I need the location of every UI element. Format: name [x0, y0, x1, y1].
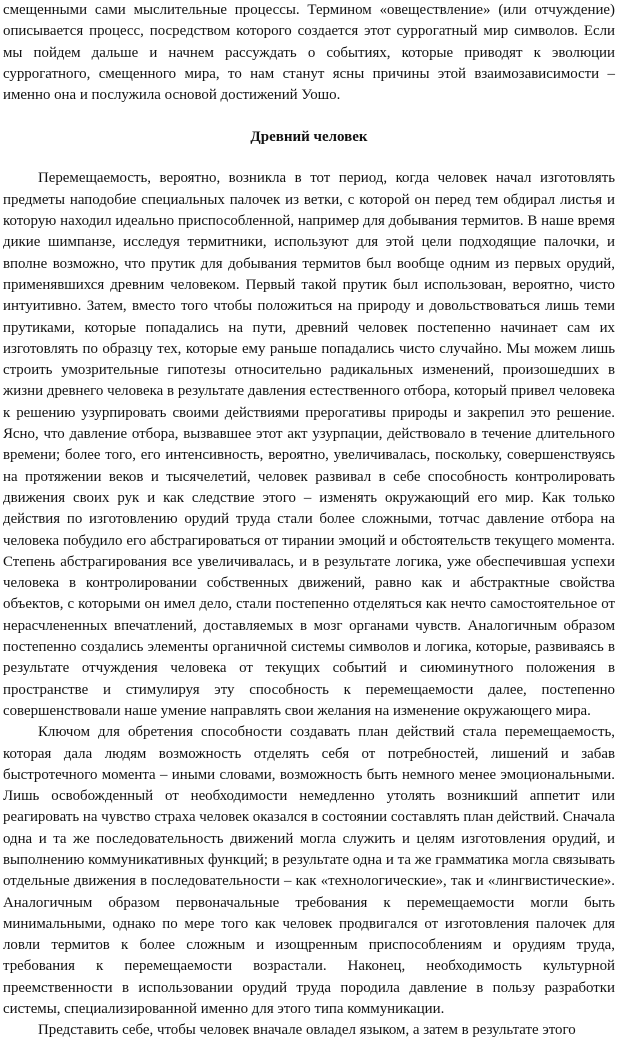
body-paragraph-1: Перемещаемость, вероятно, возникла в тот период, когда человек начал изготовлять предметы наподобие специальных палочек из ветки, с которой он перед тем обдирал листья и которую находил идеально приспособленной, например для добывания термитов. В наше время дикие шимпанзе, исследуя термитники, используют для этой цели подходящие палочки, и вполне возможно, что прутик для добывания термитов был вообще одним из первых орудий, применявшихся древним человеком. Первый такой прутик был использован, вероятно, чисто интуитивно. Затем, вместо того чтобы положиться на природу и довольствоваться лишь теми прутиками, которые попадались на пути, древний человек постепенно начинает сам их изготовлять по образцу тех, которые ему раньше попадались чисто случайно. Мы можем лишь строить умозрительные гипотезы относительно радикальных изменений, произошедших в жизни древнего человека в результате давления естественного отбора, который привел человека к решению узурпировать своими действиями прерогативы природы и закрепил это решение. Ясно, что давление отбора, вызвавшее этот акт узурпации, действовало в течение длительного времени; более того, его интенсивность, вероятно, увеличивалась, поскольку, совершенствуясь на протяжении веков и тысячелетий, человек развивал в себе способность контролировать движения своих рук и как следствие этого – изменять окружающий его мир. Как только действия по изготовлению орудий труда стали более сложными, тотчас давление отбора на человека побудило его абстрагироваться от тирании эмоций и обстоятельств текущего момента. Степень абстрагирования все увеличивалась, и в результате логика, уже обеспечившая успехи человека в контролировании собственных движений, равно как и абстрактные свойства объектов, с которыми он имел дело, стали постепенно отделяться как нечто самостоятельное от нерасчлененных впечатлений, доставляемых в мозг органами чувств. Аналогичным образом постепенно создались элементы органичной системы символов и логика, которые, развиваясь в результате отчуждения человека от текущих событий и сиюминутного положения в пространстве и стимулируя эту способность к перемещаемости далее, постепенно совершенствовали наше умение направлять свои желания на изменение окружающего мира. — [3, 170, 615, 719]
body-paragraph-3: Представить себе, чтобы человек вначале овладел языком, а затем в результате этого — [38, 1022, 576, 1039]
opening-paragraph: смещенными сами мыслительные процессы. Термином «овеществление» (или отчуждение) описывается процесс, посредством которого создается этот суррогатный мир символов. Если мы пойдем дальше и начнем рассуждать о событиях, которые приводят к эволюции суррогатного, смещенного мира, то нам станут ясны причины этой взаимозависимости – именно она и послужила основой достижений Уошо. — [3, 2, 615, 104]
section-title: Древний человек — [250, 129, 368, 146]
body-paragraph-2: Ключом для обретения способности создавать план действий стала перемещаемость, которая дала людям возможность отделять себя от потребностей, лишений и забав быстротечного момента – иными словами, возможность быть немного менее эмоциональными. Лишь освобожденный от необходимости немедленно утолять возникший аппетит или реагировать на чувство страха человек оказался в состоянии составлять план действий. Сначала одна и та же последовательность движений могла служить и целям изготовления орудий, и выполнению коммуникативных функций; в результате одна и та же грамматика могла связывать отдельные движения в последовательности – как «технологические», так и «лингвистические». Аналогичным образом первоначальные требования к перемещаемости могли быть минимальными, однако по мере того как человек продвигался от изготовления палочек для ловли термитов к более сложным и изощренным приспособлениям и орудиям труда, требования к перемещаемости возрастали. Наконец, необходимость культурной преемственности в использовании орудий труда породила давление в пользу разработки системы, специализированной именно для этого типа коммуникации. — [3, 724, 615, 1018]
document-page — [3, 0, 615, 1042]
